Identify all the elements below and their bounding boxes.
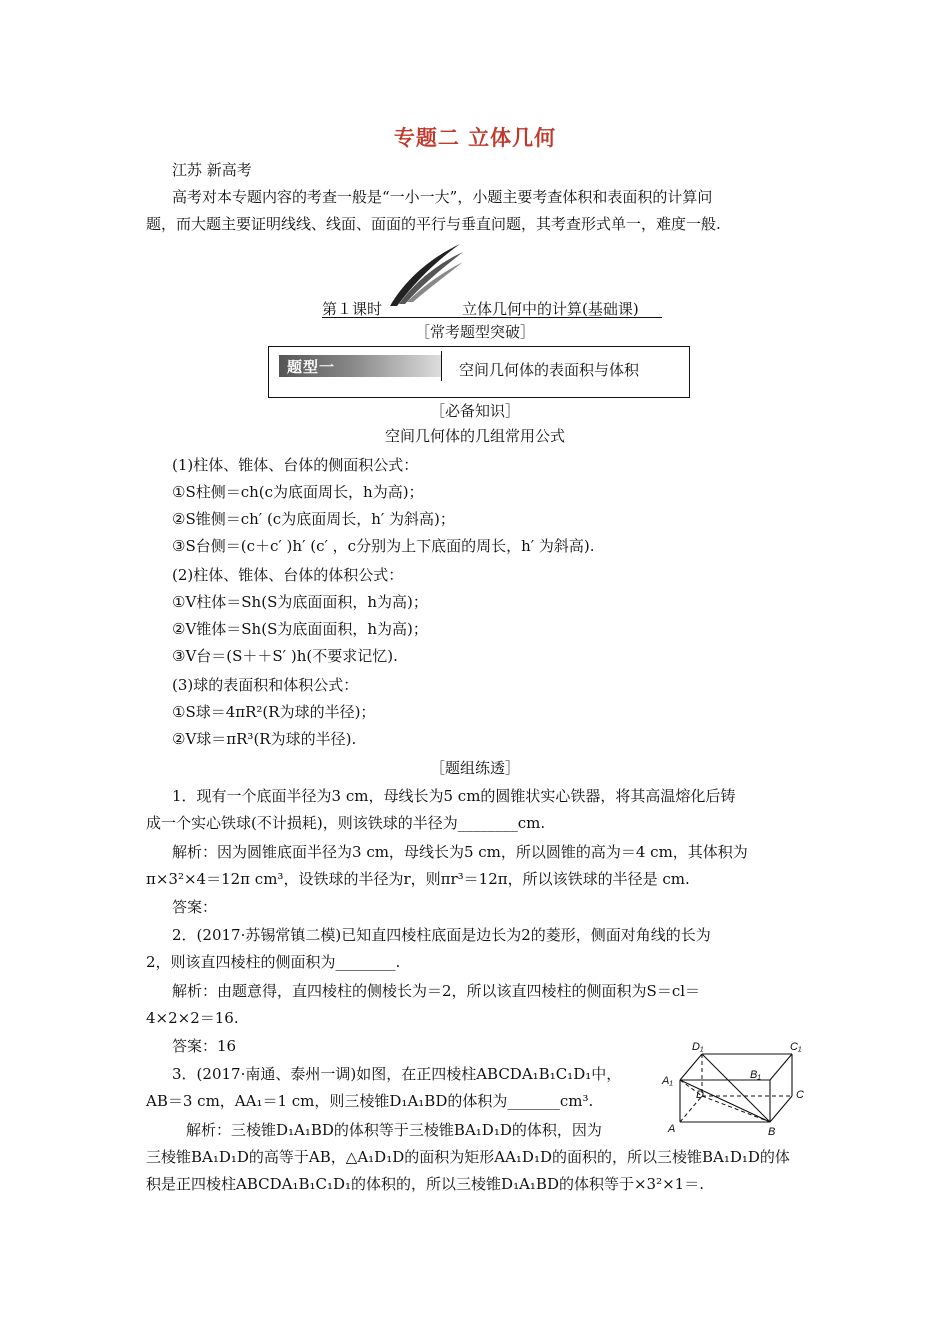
problem-line: AB＝3 cm，AA₁＝1 cm，则三棱锥D₁A₁BD的体积为_______cm³.	[146, 1092, 594, 1110]
label-b: B	[768, 1126, 776, 1138]
problem-line: 2，则该直四棱柱的侧面积为________.	[146, 953, 401, 971]
swoosh-decoration	[385, 240, 465, 310]
type-separator	[441, 351, 442, 381]
solution-line: 4×2×2＝16.	[146, 1009, 239, 1027]
section-knowledge: ［必备知识］	[429, 402, 520, 420]
problem-line: 1．现有一个底面半径为3 cm，母线长为5 cm的圆锥状实心铁器，将其高温熔化后铸	[172, 787, 736, 805]
solution-line: 解析：由题意得，直四棱柱的侧棱长为＝2，所以该直四棱柱的侧面积为S＝cl＝	[172, 982, 701, 1000]
formula-line: ①S柱侧＝ch(c为底面周长，h为高)；	[172, 483, 424, 501]
formula-line: ③V台＝(S＋＋S′ )h(不要求记忆).	[172, 647, 398, 665]
solution-line: π×3²×4＝12π cm³，设铁球的半径为r，则πr³＝12π，所以该铁球的半径是 cm.	[146, 870, 690, 888]
region-label: 江苏 新高考	[172, 161, 252, 179]
lesson-heading	[322, 298, 639, 319]
label-a: A	[668, 1123, 676, 1135]
section-common: ［常考题型突破］	[414, 323, 535, 341]
label-d1: D₁	[692, 1041, 704, 1053]
label-c1: C₁	[790, 1041, 802, 1053]
question-type-box	[268, 346, 690, 398]
type-title: 空间几何体的表面积与体积	[459, 361, 640, 379]
problem-line: 2．(2017·苏锡常镇二模)已知直四棱柱底面是边长为2的菱形，侧面对角线的长为	[172, 926, 711, 944]
label-d: D	[696, 1089, 704, 1101]
intro-line-1: 高考对本专题内容的考查一般是“一小一大”，小题主要考查体积和表面积的计算问	[172, 188, 713, 206]
prism-figure	[650, 1036, 810, 1140]
formula-line: (1)柱体、锥体、台体的侧面积公式：	[172, 456, 419, 474]
formula-line: ②V锥体＝Sh(S为底面面积，h为高)；	[172, 620, 428, 638]
solution-line: 积是正四棱柱ABCDA₁B₁C₁D₁的体积的，所以三棱锥D₁A₁BD的体积等于×3²×1＝.	[146, 1175, 704, 1193]
lesson-name: 立体几何中的计算(基础课)	[462, 300, 639, 318]
answer-line: 答案：16	[172, 1037, 237, 1055]
formula-line: (2)柱体、锥体、台体的体积公式：	[172, 566, 404, 584]
formula-line: ③S台侧＝(c＋c′ )h′ (c′ ，c分别为上下底面的周长，h′ 为斜高).	[172, 537, 595, 555]
lesson-number: 第１课时	[322, 300, 383, 318]
formula-line: (3)球的表面积和体积公式：	[172, 676, 359, 694]
label-c: C	[796, 1089, 804, 1101]
lesson-underline	[322, 317, 662, 318]
formula-line: ①V柱体＝Sh(S为底面面积，h为高)；	[172, 593, 428, 611]
page-title: 专题二 立体几何	[393, 125, 557, 150]
solution-line: 解析：三棱锥D₁A₁BD的体积等于三棱锥BA₁D₁D的体积，因为	[186, 1121, 602, 1139]
solution-line: 解析：因为圆锥底面半径为3 cm，母线长为5 cm，所以圆锥的高为＝4 cm，其体积为	[172, 843, 748, 861]
label-b1: B₁	[750, 1069, 761, 1081]
label-a1: A₁	[662, 1075, 673, 1087]
formula-line: ②V球＝πR³(R为球的半径).	[172, 730, 357, 748]
answer-line: 答案：	[172, 898, 218, 916]
type-tag	[279, 355, 441, 377]
knowledge-title: 空间几何体的几组常用公式	[384, 427, 565, 445]
solution-line: 三棱锥BA₁D₁D的高等于AB，△A₁D₁D的面积为矩形AA₁D₁D的面积的，所以三棱锥BA₁D₁D的体	[146, 1148, 790, 1166]
section-practice: ［题组练透］	[429, 759, 520, 777]
problem-line: 3．(2017·南通、泰州一调)如图，在正四棱柱ABCDA₁B₁C₁D₁中，	[172, 1065, 622, 1083]
formula-line: ①S球＝4πR²(R为球的半径)；	[172, 703, 376, 721]
type-tag-label: 题型一	[287, 358, 336, 376]
formula-line: ②S锥侧＝ch′ (c为底面周长，h′ 为斜高)；	[172, 510, 455, 528]
intro-line-2: 题，而大题主要证明线线、线面、面面的平行与垂直问题，其考查形式单一，难度一般.	[146, 215, 721, 233]
problem-line: 成一个实心铁球(不计损耗)，则该铁球的半径为________cm.	[146, 814, 546, 832]
